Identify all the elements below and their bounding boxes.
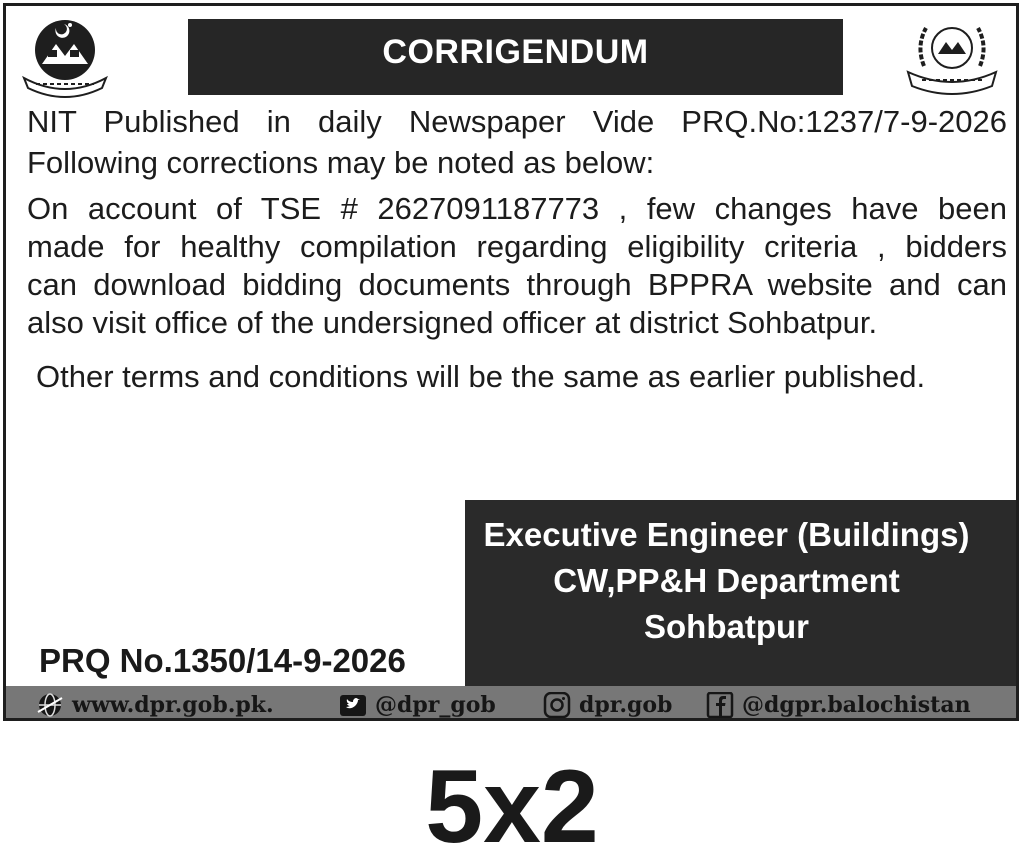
- officer-signature-box: [465, 500, 1019, 688]
- facebook-icon: [706, 692, 734, 718]
- footer-bar: [6, 686, 1019, 721]
- paragraph-line: made for healthy compilation regarding eligibility criteria , bidders: [27, 229, 1007, 264]
- facebook-handle[interactable]: @dgpr.balochistan: [742, 692, 971, 718]
- terms-conditions-line: Other terms and conditions will be the same as earlier published.: [36, 359, 926, 394]
- officer-designation: Executive Engineer (Buildings): [483, 516, 970, 553]
- corrections-paragraph: [27, 190, 1007, 342]
- paragraph-line: can download bidding documents through BPPRA website and can: [27, 267, 1007, 302]
- officer-location: Sohbatpur: [644, 608, 809, 645]
- government-seal-icon: [18, 14, 113, 100]
- website-link[interactable]: www.dpr.gob.pk.: [72, 692, 274, 718]
- instagram-icon: [543, 692, 571, 718]
- nit-reference-line: NIT Published in daily Newspaper Vide PRQ.No:1237/7-9-2026: [27, 104, 1007, 139]
- title-bar: [188, 19, 843, 95]
- prq-number: PRQ No.1350/14-9-2026: [39, 642, 406, 679]
- officer-department: CW,PP&H Department: [553, 562, 900, 599]
- twitter-icon: [339, 692, 367, 718]
- twitter-handle[interactable]: @dpr_gob: [375, 692, 496, 718]
- globe-icon: [36, 692, 64, 718]
- page-title: CORRIGENDUM: [382, 33, 649, 71]
- footer-twitter[interactable]: [339, 686, 496, 721]
- paragraph-line: also visit office of the undersigned officer at district Sohbatpur.: [27, 305, 878, 340]
- footer-instagram[interactable]: [543, 686, 672, 721]
- instagram-handle[interactable]: dpr.gob: [579, 692, 673, 718]
- advertisement-frame: [3, 3, 1019, 721]
- paragraph-line: On account of TSE # 2627091187773 , few changes have been: [27, 191, 1007, 226]
- dgpr-emblem-icon: [902, 16, 1002, 96]
- ad-size-label: 5x2: [425, 749, 599, 865]
- footer-facebook[interactable]: [706, 686, 971, 721]
- footer-website[interactable]: [36, 686, 274, 721]
- corrections-intro-line: Following corrections may be noted as below:: [27, 145, 655, 180]
